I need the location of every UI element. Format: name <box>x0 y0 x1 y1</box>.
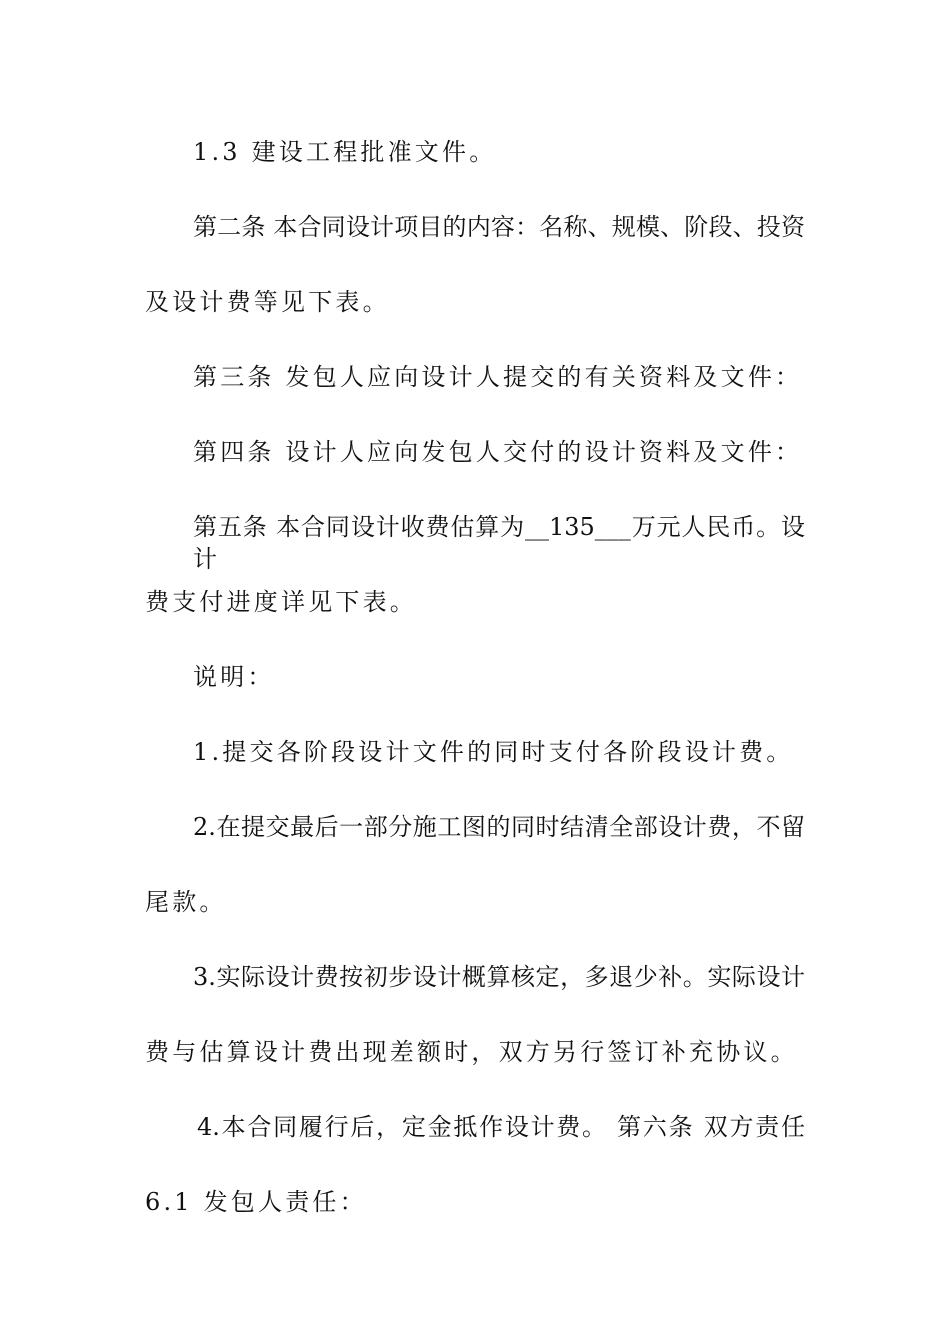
clause-1-3: 1.3 建设工程批准文件。 <box>193 138 497 166</box>
clause-6-1: 6.1 发包人责任： <box>145 1188 367 1216</box>
note-2-line-1: 2.在提交最后一部分施工图的同时结清全部设计费，不留 <box>193 813 805 841</box>
article-5-line-1: 第五条 本合同设计收费估算为__135___万元人民币。设计 <box>193 513 805 573</box>
note-4-and-article-6: 4.本合同履行后，定金抵作设计费。 第六条 双方责任 <box>197 1113 805 1141</box>
article-2-line-2: 及设计费等见下表。 <box>145 288 390 316</box>
article-2-line-1: 第二条 本合同设计项目的内容：名称、规模、阶段、投资 <box>193 213 805 241</box>
note-2-line-2: 尾款。 <box>145 888 227 916</box>
article-4: 第四条 设计人应向发包人交付的设计资料及文件： <box>193 438 803 466</box>
note-3-line-1: 3.实际设计费按初步设计概算核定，多退少补。实际设计 <box>193 963 805 991</box>
note-3-line-2: 费与估算设计费出现差额时，双方另行签订补充协议。 <box>145 1038 798 1066</box>
note-1: 1.提交各阶段设计文件的同时支付各阶段设计费。 <box>193 738 794 766</box>
article-5-line-2: 费支付进度详见下表。 <box>145 588 417 616</box>
notes-heading: 说明： <box>193 663 275 691</box>
article-3: 第三条 发包人应向设计人提交的有关资料及文件： <box>193 363 803 391</box>
